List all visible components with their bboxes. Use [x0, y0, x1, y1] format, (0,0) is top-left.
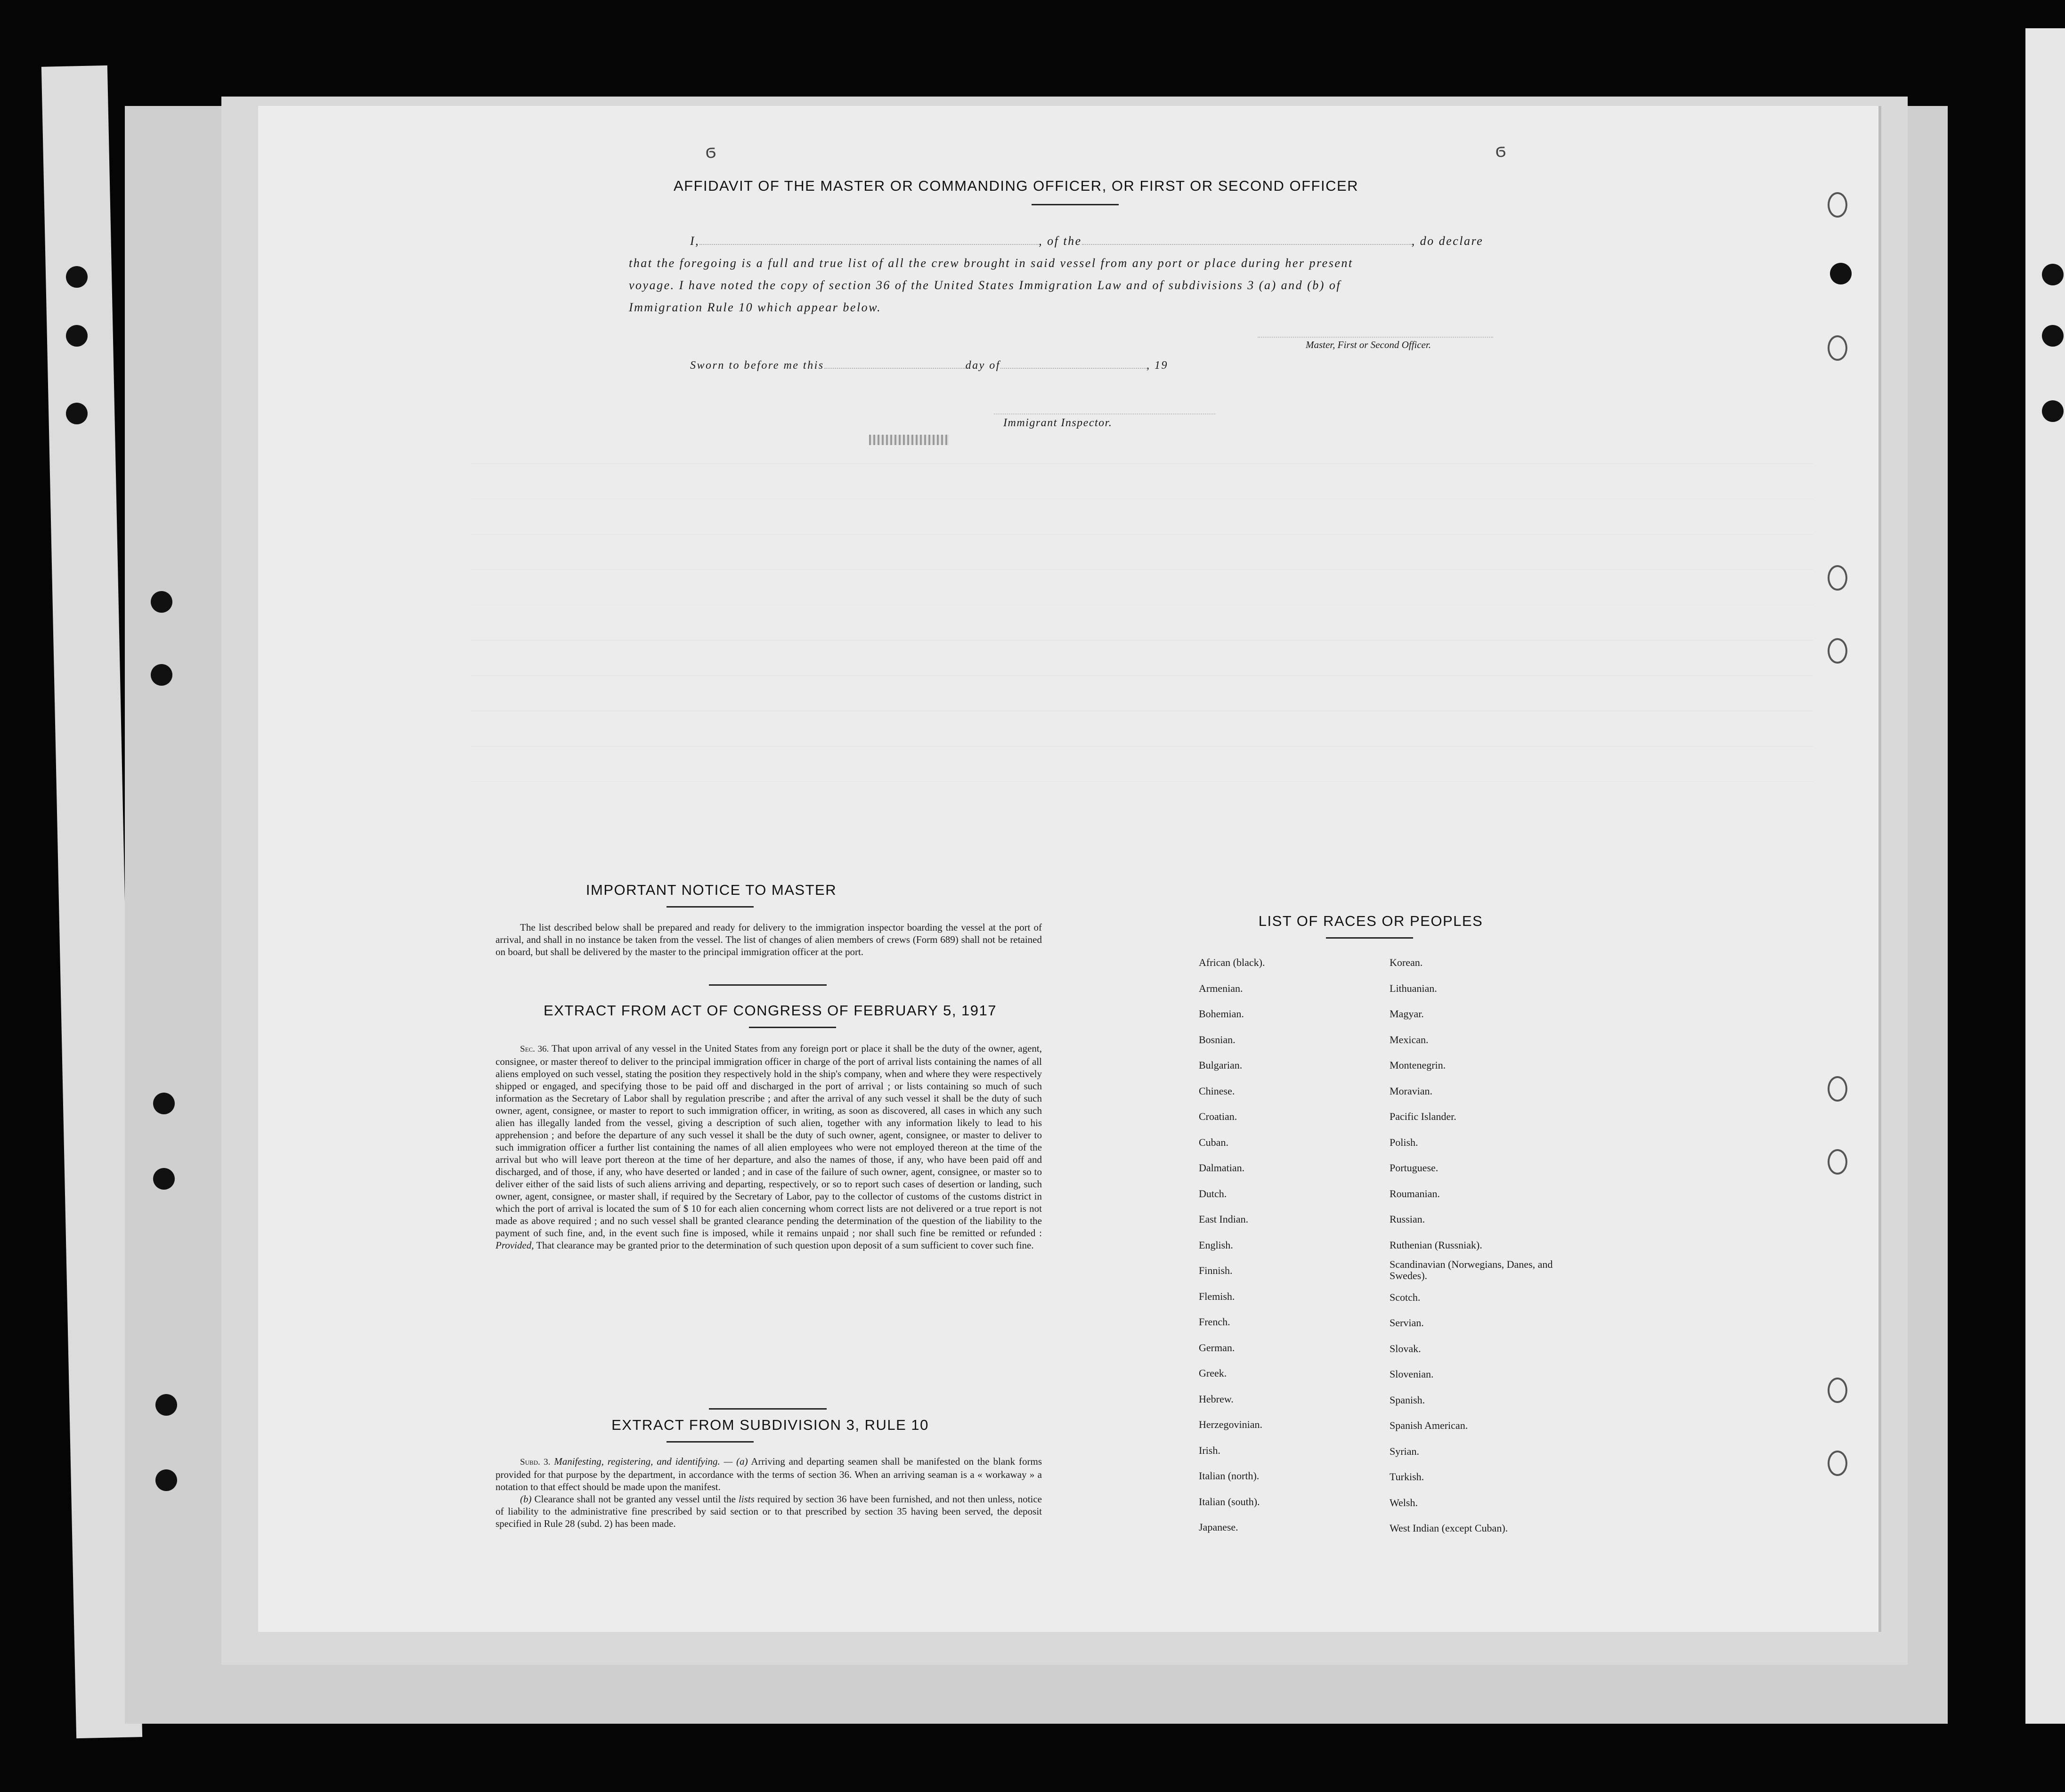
binder-hole: [153, 1168, 175, 1190]
race-item: Hebrew.: [1199, 1393, 1234, 1405]
notice-rule: [667, 906, 754, 908]
affidavit-line-4: Immigration Rule 10 which appear below.: [629, 300, 882, 314]
affidavit-title: AFFIDAVIT OF THE MASTER OR COMMANDING OFFICER, OR FIRST OR SECOND OFFICER: [674, 178, 1359, 194]
month-blank[interactable]: [1000, 368, 1146, 369]
race-item: Italian (south).: [1199, 1495, 1260, 1508]
act-body: [496, 1042, 1042, 1251]
race-item: Cuban.: [1199, 1136, 1228, 1148]
section-label: Sec. 36.: [520, 1044, 549, 1054]
race-item: East Indian.: [1199, 1213, 1249, 1225]
subd-heading: Manifesting, registering, and identifying.: [554, 1456, 720, 1467]
sworn-line: [690, 359, 1168, 372]
binder-hole: [2042, 264, 2064, 285]
pen-mark: ϭ: [706, 141, 716, 162]
binder-hole: [2042, 400, 2064, 422]
affidavit-line-3: voyage. I have noted the copy of section 36 of the United States Immigration Law and of subdivisions 3 (a) and (b) of: [629, 278, 1341, 292]
race-item: Portuguese.: [1390, 1162, 1439, 1174]
signature-label: Master, First or Second Officer.: [1306, 339, 1431, 350]
act-title: EXTRACT FROM ACT OF CONGRESS OF FEBRUARY 5, 1917: [543, 1002, 997, 1019]
notice-title: IMPORTANT NOTICE TO MASTER: [585, 882, 837, 898]
affidavit-line-1: [690, 234, 1483, 248]
binder-hole: [66, 325, 88, 347]
punch-hole-ring: [1828, 335, 1847, 361]
subd-b-text-1: Clearance shall not be granted any vessel until the: [534, 1493, 736, 1505]
race-item: Greek.: [1199, 1367, 1227, 1379]
race-item: Bulgarian.: [1199, 1059, 1243, 1071]
race-item: Scotch.: [1390, 1291, 1421, 1303]
binder-hole: [155, 1394, 177, 1416]
punch-hole-ring: [1828, 1378, 1847, 1403]
inspector-label: Immigrant Inspector.: [1003, 417, 1113, 429]
subd-b-text-2: required by section 36 have been furnished, and not then unless, notice of liability to the administrative fine prescribed by said section or to that prescribed by section 35 having been served, the deposit specified in Rule 28 (subd. 2) has been made.: [496, 1493, 1042, 1529]
name-blank[interactable]: [699, 244, 1039, 245]
race-item: Dalmatian.: [1199, 1162, 1245, 1174]
day-of-label: day of: [965, 359, 1000, 372]
punch-hole-ring: [1828, 565, 1847, 591]
race-item: Syrian.: [1390, 1445, 1419, 1457]
race-item: Russian.: [1390, 1213, 1425, 1225]
race-item: Spanish American.: [1390, 1419, 1468, 1431]
signature-line[interactable]: [1258, 337, 1493, 338]
pen-mark: ϭ: [1496, 140, 1506, 161]
race-item: Mexican.: [1390, 1033, 1429, 1046]
race-item: Montenegrin.: [1390, 1059, 1446, 1071]
race-item: Bosnian.: [1199, 1033, 1236, 1046]
race-item: Finnish.: [1199, 1265, 1233, 1276]
race-item: Korean.: [1390, 957, 1423, 968]
subd-b-lists: lists: [738, 1493, 755, 1505]
race-item: Bohemian.: [1199, 1008, 1244, 1020]
act-text-1: That upon arrival of any vessel in the United States from any foreign port or place it shall be the duty of the owner, agent, consignee, or master thereof to deliver to the principal immigration officer in charge of the port of arrival lists containing the names of all aliens employed on such vessel, stating the position they respectively hold in the ship's company, when and where they were respectively shipped or engaged, and specifying those to be paid off and discharged in the port of arrival ; or lists containing so much of such information as the Secretary of Labor shall by regulation prescribe ; and after the arrival of any such vessel it shall be the duty of such owner, agent, consignee, or master to report to such immigration officer, in writing, as soon as discovered, all cases in which any such alien has illegally landed from the vessel, giving a description of such alien, together with any information likely to lead to his apprehension ; and before the departure of any such vessel it shall be the duty of such owner, agent, consignee, or master to deliver to such immigration officer a further list containing the names of all alien employees who were not employed thereon at the time of the arrival but who will leave port thereon at the time of her departure, and also the names of those, if any, who have been paid off and discharged, and of those, if any, who have deserted or landed ; and in case of the failure of such owner, agent, consignee, or master so to deliver either of the said lists of such aliens arriving and departing, respectively, or so to report such cases of desertion or landing, such owner, agent, consignee, or master shall, if required by the Secretary of Labor, pay to the collector of customs of the customs district in which the port of arrival is located the sum of $ 10 for each alien concerning whom correct lists are not delivered or a true report is not made as above required ; and no such vessel shall be granted clearance pending the determination of the question of the liability to the payment of such fine, and, in the event such fine is imposed, while it remains unpaid ; nor shall such fine be remitted or refunded :: [496, 1043, 1042, 1239]
rule-title: EXTRACT FROM SUBDIVISION 3, RULE 10: [611, 1417, 929, 1433]
rule-title-rule: [667, 1441, 754, 1443]
race-item: French.: [1199, 1316, 1230, 1328]
subd-b-marker: (b): [520, 1493, 532, 1505]
binder-hole: [155, 1469, 177, 1491]
race-item: Ruthenian (Russniak).: [1390, 1239, 1482, 1251]
race-item: Irish.: [1199, 1444, 1220, 1456]
race-item: German.: [1199, 1341, 1235, 1354]
races-left-column: [1199, 950, 1378, 1541]
race-item: Moravian.: [1390, 1085, 1433, 1097]
title-rule: [1032, 204, 1119, 205]
race-item: Spanish.: [1390, 1394, 1425, 1406]
punch-hole-ring: [1828, 1076, 1847, 1102]
show-through-text: [471, 429, 1813, 1126]
race-item: Armenian.: [1199, 982, 1243, 994]
race-item: Chinese.: [1199, 1085, 1235, 1097]
binder-hole: [2042, 325, 2064, 347]
binder-hole: [66, 266, 88, 288]
year-prefix: , 19: [1146, 359, 1168, 372]
act-provided: Provided,: [496, 1240, 534, 1251]
race-item: Slovenian.: [1390, 1368, 1434, 1380]
binder-hole: [66, 403, 88, 424]
race-item: Japanese.: [1199, 1521, 1238, 1533]
race-item: English.: [1199, 1239, 1233, 1251]
race-item: Italian (north).: [1199, 1470, 1260, 1482]
vessel-blank[interactable]: [1082, 244, 1412, 245]
stamp-mark: [869, 435, 949, 445]
punch-hole: [1830, 263, 1852, 284]
race-item: West Indian (except Cuban).: [1390, 1522, 1508, 1534]
race-item: Herzegovinian.: [1199, 1419, 1262, 1430]
act-text-2: That clearance may be granted prior to the determination of such question upon deposit of a sum sufficient to cover such fine.: [536, 1240, 1034, 1251]
affidavit-of-the: , of the: [1039, 234, 1082, 248]
race-item: Dutch.: [1199, 1187, 1227, 1200]
race-item: Magyar.: [1390, 1008, 1424, 1020]
binder-hole: [151, 591, 172, 613]
race-item: Pacific Islander.: [1390, 1111, 1456, 1122]
races-rule: [1326, 937, 1413, 939]
notice-body: [496, 921, 1042, 958]
race-item: Croatian.: [1199, 1111, 1237, 1122]
subd-label: Subd. 3.: [520, 1457, 551, 1467]
day-blank[interactable]: [824, 368, 966, 369]
race-item: African (black).: [1199, 957, 1265, 968]
races-right-column: [1390, 950, 1602, 1541]
punch-hole-ring: [1828, 1451, 1847, 1476]
race-item: Polish.: [1390, 1136, 1418, 1148]
race-item: Slovak.: [1390, 1342, 1421, 1354]
affidavit-line-2: that the foregoing is a full and true list of all the crew brought in said vessel from any port or place during her present: [629, 256, 1353, 270]
affidavit-i: I,: [690, 234, 700, 248]
subd-a-marker: — (a): [724, 1456, 748, 1467]
race-item: Lithuanian.: [1390, 982, 1437, 994]
act-end-rule: [709, 1408, 827, 1410]
subd-a-text: Arriving and departing seamen shall be manifested on the blank forms provided for that purpose by the department, in accordance with the terms of section 36. When an arriving seaman is a « workaway » a notation to that effect should be made upon the manifest.: [496, 1456, 1042, 1492]
binder-hole: [151, 664, 172, 686]
punch-hole-ring: [1828, 638, 1847, 664]
sworn-before-label: Sworn to before me this: [690, 359, 824, 372]
punch-hole-ring: [1828, 192, 1847, 218]
punch-hole-ring: [1828, 1149, 1847, 1175]
binder-hole: [153, 1093, 175, 1114]
race-item: Turkish.: [1390, 1471, 1424, 1483]
race-item: Servian.: [1390, 1317, 1424, 1329]
notice-text: The list described below shall be prepared and ready for delivery to the immigration inspector boarding the vessel at the port of arrival, and shall in no instance be taken from the vessel. The list of changes of alien members of crews (Form 689) shall not be retained on board, but shall be delivered by the master to the principal immigration officer at the port.: [496, 922, 1042, 957]
act-rule: [749, 1027, 836, 1028]
notice-end-rule: [709, 984, 827, 986]
races-title: LIST OF RACES OR PEOPLES: [1258, 913, 1483, 929]
race-item: Welsh.: [1390, 1496, 1418, 1508]
race-item: Roumanian.: [1390, 1187, 1440, 1200]
rule-body: [496, 1455, 1042, 1530]
affidavit-do-declare: , do declare: [1411, 234, 1484, 248]
race-item: Scandinavian (Norwegians, Danes, and Swedes).: [1390, 1258, 1553, 1281]
race-item: Flemish.: [1199, 1290, 1235, 1302]
